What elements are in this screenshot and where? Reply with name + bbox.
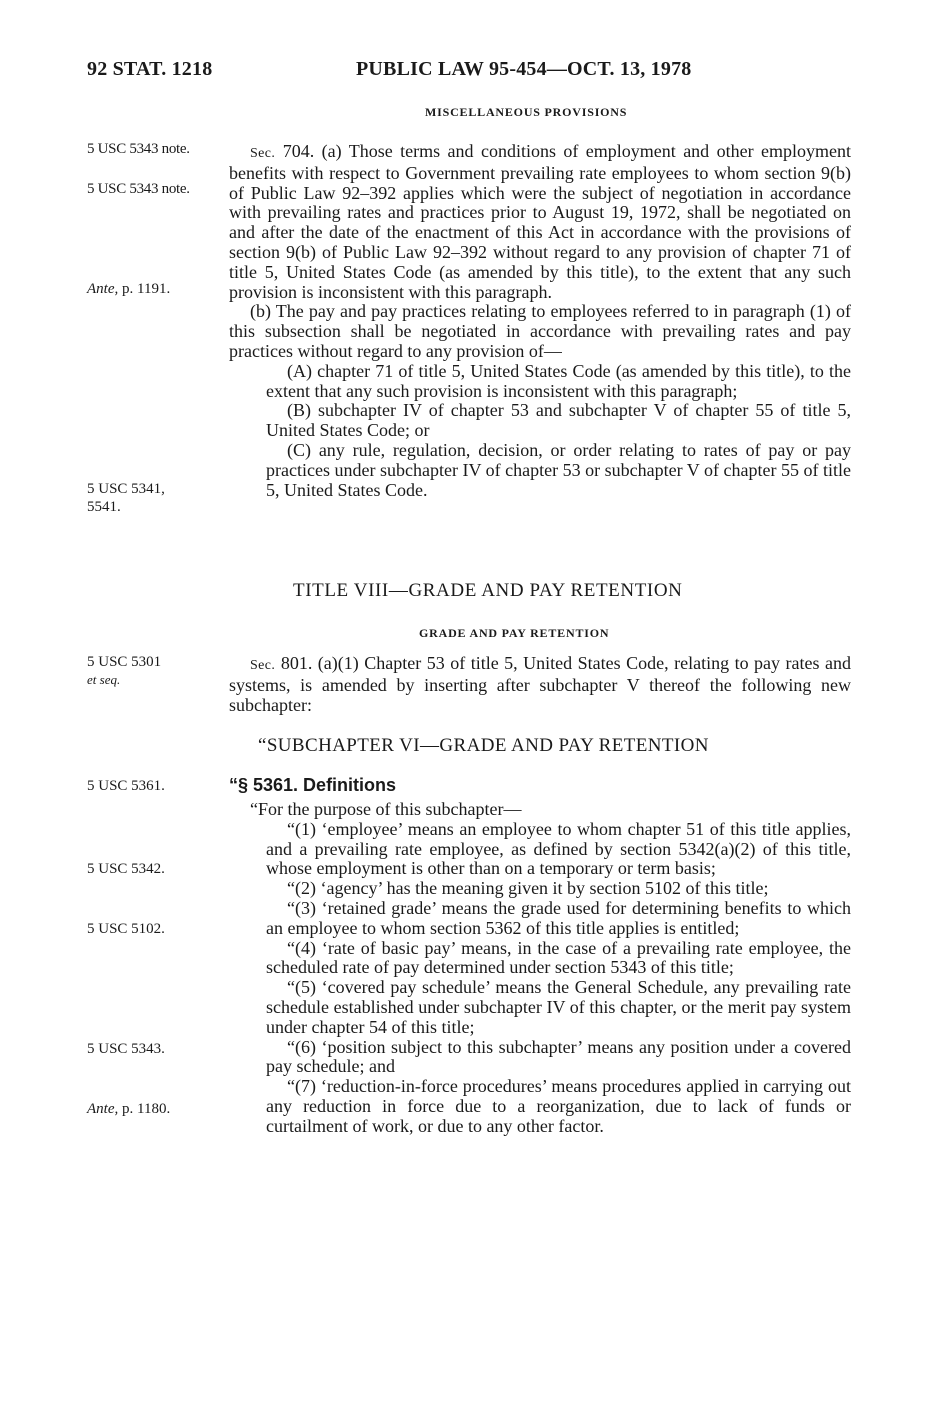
definition-4-rate-of-basic-pay: “(4) ‘rate of basic pay’ means, in the case of a prevailing rate employee, the scheduled rate of pay determined under section 5343 of this title; bbox=[266, 937, 851, 978]
margin-note-line-et-seq: et seq. bbox=[87, 672, 121, 687]
sec704-para-b: (b) The pay and pay practices relating to employees referred to in paragraph (1) of this subsection shall be negotiated in accordance with prevailing rates and pay practices without regard to any provision of— bbox=[229, 301, 851, 361]
margin-note-line: 5 USC 5341, bbox=[87, 481, 165, 497]
sec-label: Sec. bbox=[250, 146, 276, 161]
definition-5-covered-pay-schedule: “(5) ‘covered pay schedule’ means the General Schedule, any prevailing rate schedule established under subchapter IV of this chapter, or the merit pay system under chapter 54 of this title; bbox=[266, 977, 851, 1037]
sec801-para-a bbox=[229, 654, 851, 715]
margin-note-page: p. 1191. bbox=[118, 281, 171, 297]
page-stat-number: 92 STAT. 1218 bbox=[87, 58, 213, 80]
sec704-item-A: (A) chapter 71 of title 5, United States Code (as amended by this title), to the extent that any such provision is inconsistent with this paragraph; bbox=[266, 360, 851, 401]
section-5361-heading: “§ 5361. Definitions bbox=[229, 775, 397, 795]
definition-3-retained-grade: “(3) ‘retained grade’ means the grade used for determining benefits to which an employee to whom section 5362 of this title applies is entitled; bbox=[266, 897, 851, 938]
title-viii-heading: TITLE VIII—GRADE AND PAY RETENTION bbox=[293, 580, 683, 601]
margin-note-ante-label: Ante, bbox=[87, 281, 119, 297]
sec704-item-C: (C) any rule, regulation, decision, or order relating to rates of pay or pay practices under subchapter IV of chapter 53 or subchapter V of chapter 55 of title 5, United States Code. bbox=[266, 439, 851, 500]
definitions-intro: “For the purpose of this subchapter— bbox=[250, 799, 522, 819]
definition-2-agency: “(2) ‘agency’ has the meaning given it by section 5102 of this title; bbox=[287, 878, 769, 899]
margin-note-page: p. 1180. bbox=[118, 1101, 171, 1117]
page-law-title: PUBLIC LAW 95-454—OCT. 13, 1978 bbox=[356, 58, 692, 80]
section-801 bbox=[229, 654, 851, 715]
margin-note-5usc5102: 5 USC 5102. bbox=[87, 921, 165, 937]
sec704-item-B: (B) subchapter IV of chapter 53 and subchapter V of chapter 55 of title 5, United States Code; or bbox=[266, 400, 851, 441]
grade-pay-retention-heading: GRADE AND PAY RETENTION bbox=[419, 626, 610, 640]
margin-note-5usc5342: 5 USC 5342. bbox=[87, 861, 165, 877]
definition-1-employee: “(1) ‘employee’ means an employee to whom chapter 51 of this title applies, and a prevailing rate employee, as defined by section 5342(a)(2) of this title, whose employment is other than on a temporary or term basis; bbox=[266, 818, 851, 879]
margin-note-5usc5343: 5 USC 5343. bbox=[87, 1041, 165, 1057]
margin-note-5usc5361: 5 USC 5361. bbox=[87, 778, 165, 794]
sec-label: Sec. bbox=[250, 658, 276, 673]
misc-provisions-heading: MISCELLANEOUS PROVISIONS bbox=[425, 105, 628, 119]
definition-7-rif-procedures: “(7) ‘reduction-in-force procedures’ means procedures applied in carrying out any reduction in force due to a reorganization, due to lack of funds or curtailment of work, or due to any other factor. bbox=[266, 1076, 851, 1136]
definition-6-position-subject: “(6) ‘position subject to this subchapter’ means any position under a covered pay schedule; and bbox=[266, 1036, 851, 1077]
section-5361-definitions bbox=[229, 800, 851, 1137]
margin-note-ante-label: Ante, bbox=[87, 1101, 119, 1117]
margin-note-ante-1180 bbox=[87, 1100, 170, 1118]
margin-note-5usc5301 bbox=[87, 653, 161, 689]
margin-note-5usc5343-note-2: 5 USC 5343 note. bbox=[87, 181, 190, 197]
section-704 bbox=[229, 142, 851, 500]
subchapter-vi-heading: “SUBCHAPTER VI—GRADE AND PAY RETENTION bbox=[258, 735, 709, 756]
sec801-text: 801. (a)(1) Chapter 53 of title 5, United States Code, relating to pay rates and systems, is amended by inserting after subchapter V thereof the following new subchapter: bbox=[229, 653, 851, 715]
margin-note-5usc5343-note-1: 5 USC 5343 note. bbox=[87, 141, 190, 157]
margin-note-line: 5 USC 5301 bbox=[87, 654, 162, 670]
margin-note-5usc5341 bbox=[87, 480, 165, 516]
sec704-a-text: 704. (a) Those terms and conditions of employment and other employment benefits with respect to Government prevailing rate employees to whom section 9(b) of Public Law 92–392 applies which were the subject of negotiation in accordance with prevailing rates and practices prior to August 19, 1972, shall be negotiated on and after the date of the enactment of this Act in accordance with the provisions of section 9(b) of Public Law 92–392 without regard to any provision of chapter 71 of title 5, United States Code (as amended by this title), to the extent that any such provision is inconsistent with this paragraph. bbox=[229, 141, 851, 302]
sec704-para-a bbox=[229, 142, 851, 302]
margin-note-ante-1191 bbox=[87, 280, 170, 298]
margin-note-line: 5541. bbox=[87, 499, 121, 515]
